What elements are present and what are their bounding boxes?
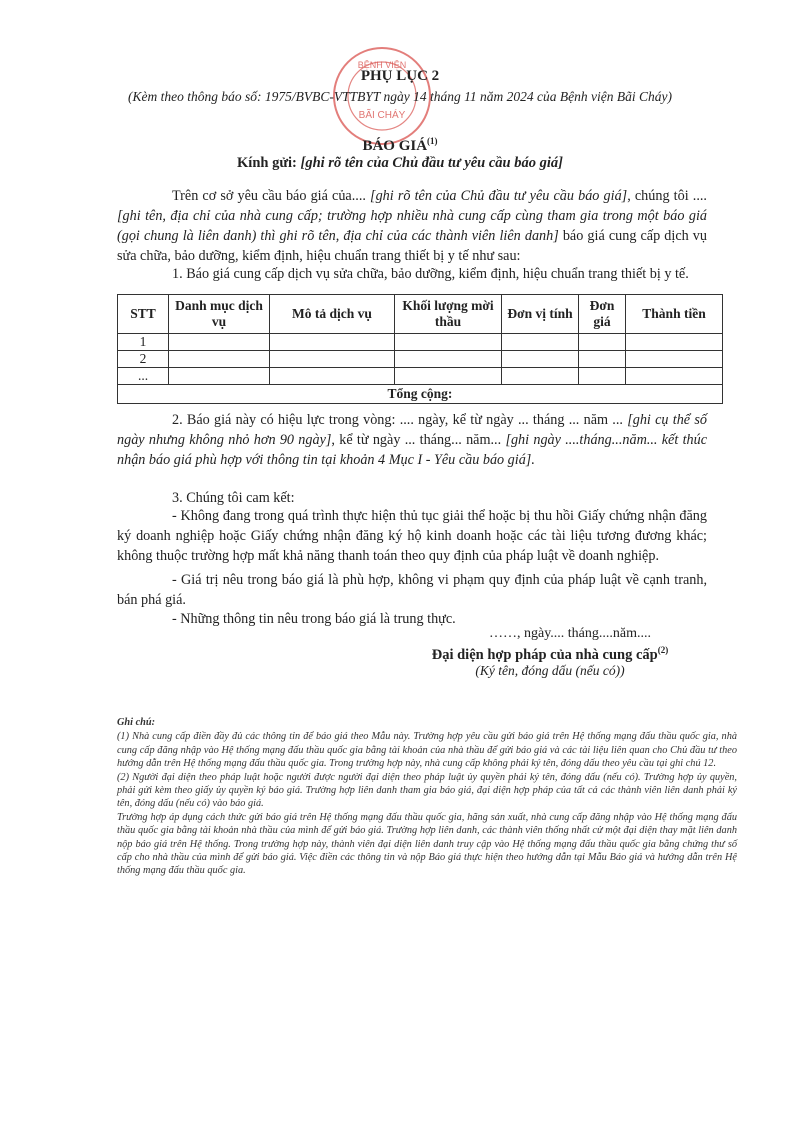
- total-row: [118, 385, 723, 404]
- notes-section: [117, 716, 737, 878]
- cell: [626, 351, 723, 368]
- cell: [395, 334, 502, 351]
- appendix-title: PHỤ LỤC 2: [360, 68, 440, 84]
- col-unit-price: Đơn giá: [579, 295, 626, 334]
- intro-a: Trên cơ sở yêu cầu báo giá của....: [172, 188, 371, 204]
- col-service-list: Danh mục dịch vụ: [169, 295, 270, 334]
- note-3: Trường hợp áp dụng cách thức gửi báo giá trên Hệ thống mạng đấu thầu quốc gia, hãng sản xuất, nhà cung cấp đăng nhập vào Hệ thống mạng đấu thầu quốc gia bằng tài khoản nhà thầu của mình để gửi báo giá. Trường hợp liên danh, các thành viên thống nhất cử một đại diện thay mặt liên danh nộp báo giá trên Hệ thống. Trong trường hợp này, thành viên đại diện liên danh truy cập vào Hệ thống mạng đấu thầu quốc gia bằng chứng thư số cấp cho nhà thầu của mình để gửi báo giá. Việc điền các thông tin và nộp Báo giá thực hiện theo hướng dẫn tại Mẫu Báo giá và hướng dẫn trên Hệ thống mạng đấu thầu quốc gia.: [117, 811, 737, 877]
- cell: [395, 351, 502, 368]
- row-stt: 1: [118, 334, 169, 351]
- note-1: (1) Nhà cung cấp điền đầy đủ các thông tin để báo giá theo Mẫu này. Trường hợp yêu cầu gửi báo giá trên Hệ thống mạng đấu thầu quốc gia, nhà cung cấp đăng nhập vào Hệ thống mạng đấu thầu quốc gia bằng tài khoản của nhà thầu để gửi báo giá và các tài liệu liên quan cho Chủ đầu tư theo hướng dẫn trên Hệ thống mạng đấu thầu quốc gia. Trong trường hợp này, nhà cung cấp không phải ký tên, đóng dấu theo yêu cầu tại ghi chú 12.: [117, 731, 737, 770]
- addressee-value: [ghi rõ tên của Chủ đầu tư yêu cầu báo giá]: [300, 155, 563, 171]
- commitment-2: - Giá trị nêu trong báo giá là phù hợp, không vi phạm quy định của pháp luật về cạnh tranh, bán phá giá.: [117, 572, 707, 608]
- cell: [270, 334, 395, 351]
- cell: [502, 368, 579, 385]
- cell: [626, 368, 723, 385]
- notes-label: Ghi chú:: [117, 717, 156, 728]
- quote-heading-text: BÁO GIÁ: [362, 138, 428, 154]
- col-total: Thành tiền: [626, 295, 723, 334]
- cell: [502, 334, 579, 351]
- item-3: 3. Chúng tôi cam kết:: [172, 490, 295, 506]
- intro-paragraph: [117, 186, 707, 266]
- representative-title: [380, 645, 720, 664]
- table-row: [118, 334, 723, 351]
- col-stt: STT: [118, 295, 169, 334]
- cell: [169, 368, 270, 385]
- item2-b: [ghi cụ thể số ngày nhưng không nhỏ hơn 90 ngày]: [117, 412, 707, 448]
- cell: [270, 351, 395, 368]
- quote-heading-note: (1): [427, 136, 438, 146]
- signature-instruction: (Ký tên, đóng dấu (nếu có)): [475, 663, 625, 678]
- intro-e: báo giá cung cấp dịch vụ sửa chữa, bảo dưỡng, kiểm định, hiệu chuẩn trang thiết bị y tế như sau:: [117, 228, 707, 264]
- appendix-subtitle: (Kèm theo thông báo số: 1975/BVBC-VTTBYT ngày 14 tháng 11 năm 2024 của Bệnh viện Bãi Cháy): [128, 89, 672, 104]
- item-1: 1. Báo giá cung cấp dịch vụ sửa chữa, bảo dưỡng, kiểm định, hiệu chuẩn trang thiết bị y tế.: [172, 266, 689, 282]
- item2-a: 2. Báo giá này có hiệu lực trong vòng: .... ngày, kể từ ngày ... tháng ... năm ...: [172, 412, 628, 428]
- stamp-text-bottom: BÃI CHÁY: [358, 110, 406, 121]
- representative-text: Đại diện hợp pháp của nhà cung cấp: [431, 646, 658, 663]
- item-2: [117, 410, 707, 470]
- addressee-line: [0, 155, 800, 172]
- representative-note: (2): [657, 645, 669, 655]
- cell: [395, 368, 502, 385]
- col-description: Mô tả dịch vụ: [270, 295, 395, 334]
- cell: [502, 351, 579, 368]
- commitment-3: - Những thông tin nêu trong báo giá là trung thực.: [172, 611, 456, 627]
- intro-b: [ghi rõ tên của Chủ đầu tư yêu cầu báo giá]: [370, 188, 628, 204]
- total-label: Tổng cộng:: [118, 385, 723, 404]
- addressee-label: Kính gửi:: [237, 155, 297, 171]
- cell: [169, 351, 270, 368]
- row-stt: ...: [118, 368, 169, 385]
- quote-table: [117, 294, 723, 404]
- cell: [169, 334, 270, 351]
- intro-d: [ghi tên, địa chỉ của nhà cung cấp; trường hợp nhiều nhà cung cấp cùng tham gia trong một báo giá (gọi chung là liên danh) thì ghi rõ tên, địa chỉ của các thành viên liên danh]: [117, 208, 707, 244]
- table-row: [118, 368, 723, 385]
- date-line: ……, ngày.... tháng....năm....: [488, 626, 651, 641]
- col-unit: Đơn vị tính: [502, 295, 579, 334]
- intro-c: , chúng tôi ....: [627, 188, 707, 204]
- stamp-text-top: BỆNH VIỆN: [357, 60, 407, 70]
- commitment-1: - Không đang trong quá trình thực hiện thủ tục giải thể hoặc bị thu hồi Giấy chứng nhận đăng ký doanh nghiệp hoặc Giấy chứng nhận đăng ký hộ kinh doanh hoặc các tài liệu tương đương khác; không thuộc trường hợp mất khả năng thanh toán theo quy định của pháp luật về doanh nghiệp.: [117, 508, 707, 564]
- table-header-row: [118, 295, 723, 334]
- cell: [579, 334, 626, 351]
- cell: [626, 334, 723, 351]
- cell: [270, 368, 395, 385]
- table-row: [118, 351, 723, 368]
- col-quantity: Khối lượng mời thầu: [395, 295, 502, 334]
- item2-c: , kể từ ngày ... tháng... năm...: [331, 432, 506, 448]
- cell: [579, 368, 626, 385]
- row-stt: 2: [118, 351, 169, 368]
- note-2: (2) Người đại diện theo pháp luật hoặc người được người đại diện theo pháp luật ủy quyền phải ký tên, đóng dấu (nếu có). Trường hợp ủy quyền, phải gửi kèm theo giấy ủy quyền ký báo giá. Trường hợp liên danh tham gia báo giá, đại diện hợp pháp của tất cả các thành viên liên danh phải ký tên, đóng dấu (nếu có) vào báo giá.: [117, 771, 737, 810]
- cell: [579, 351, 626, 368]
- item2-d: [ghi ngày ....tháng...năm... kết thúc nhận báo giá phù hợp với thông tin tại khoản 4 Mục I - Yêu cầu báo giá].: [117, 432, 707, 468]
- quote-heading: [0, 136, 800, 155]
